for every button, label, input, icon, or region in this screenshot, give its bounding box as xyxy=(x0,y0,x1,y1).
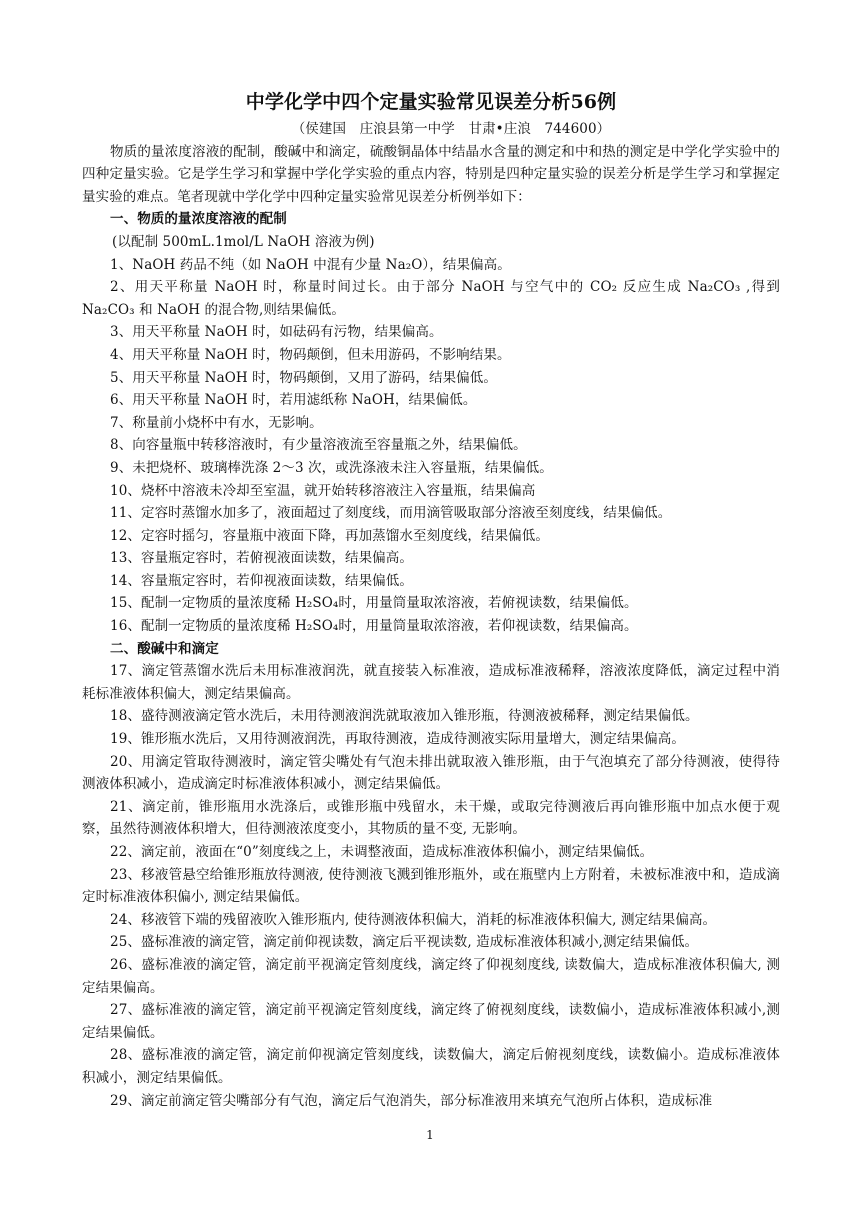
list-item: 12、定容时摇匀，容量瓶中液面下降，再加蒸馏水至刻度线，结果偏低。 xyxy=(110,527,549,544)
list-item: 21、滴定前，锥形瓶用水洗涤后，或锥形瓶中残留水，未干燥，或取完待测液后再向锥形瓶中加点水便于观察，虽然待测液体积增大，但待测液浓度变小，其物质的量不变, 无影响。 xyxy=(82,798,780,838)
list-item: 15、配制一定物质的量浓度稀 H₂SO₄时，用量筒量取浓溶液，若俯视读数，结果偏低。 xyxy=(110,595,638,612)
list-item: 20、用滴定管取待测液时，滴定管尖嘴处有气泡未排出就取液入锥形瓶，由于气泡填充了部分待测液，使得待测液体积减小，造成滴定时标准液体积减小，测定结果偏低。 xyxy=(82,753,780,793)
list-item: 24、移液管下端的残留液吹入锥形瓶内, 使待测液体积偏大，消耗的标准液体积偏大, 测定结果偏高。 xyxy=(110,911,717,928)
list-item: 3、用天平称量 NaOH 时，如砝码有污物，结果偏高。 xyxy=(110,324,443,341)
list-item: 8、向容量瓶中转移溶液时，有少量溶液流至容量瓶之外，结果偏低。 xyxy=(110,437,527,454)
intro-paragraph: 物质的量浓度溶液的配制，酸碱中和滴定，硫酸铜晶体中结晶水含量的测定和中和热的测定是中学化学实验中的四种定量实验。它是学生学习和掌握中学化学实验的重点内容，特别是四种定量实验的误差分析是学生学习和掌握定量实验的难点。笔者现就中学化学中四种定量实验常见误差分析例举如下： xyxy=(82,143,780,205)
list-item: 26、盛标准液的滴定管，滴定前平视滴定管刻度线，滴定终了仰视刻度线, 读数偏大，造成标准液体积偏大, 测定结果偏高。 xyxy=(82,956,780,996)
list-item: 2、用天平称量 NaOH 时，称量时间过长。由于部分 NaOH 与空气中的 CO₂ 反应生成 Na₂CO₃ ,得到 Na₂CO₃ 和 NaOH 的混合物,则结果偏低。 xyxy=(82,279,780,318)
list-item: 17、滴定管蒸馏水洗后未用标准液润洗，就直接装入标准液，造成标准液稀释，溶液浓度降低，滴定过程中消耗标准液体积偏大，测定结果偏高。 xyxy=(82,663,780,702)
list-item: 10、烧杯中溶液未冷却至室温，就开始转移溶液注入容量瓶，结果偏高 xyxy=(110,482,536,499)
author-line: （侯建国 庄浪县第一中学 甘肃•庄浪 744600） xyxy=(291,121,611,137)
list-item: 22、滴定前，液面在“0”刻度线之上，未调整液面，造成标准液体积偏小，测定结果偏低。 xyxy=(110,844,654,860)
list-item: 4、用天平称量 NaOH 时，物码颠倒，但未用游码，不影响结果。 xyxy=(110,346,511,363)
list-item: 25、盛标准液的滴定管，滴定前仰视读数，滴定后平视读数, 造成标准液体积减小,测定结果偏低。 xyxy=(110,934,699,951)
list-item: 11、定容时蒸馏水加多了，液面超过了刻度线，而用滴管吸取部分溶液至刻度线，结果偏低。 xyxy=(110,505,672,522)
list-item: 23、移液管悬空给锥形瓶放待测液, 使待测液飞溅到锥形瓶外，或在瓶壁内上方附着，未被标准液中和，造成滴定时标准液体积偏小, 测定结果偏低。 xyxy=(82,866,780,906)
list-item: 29、滴定前滴定管尖嘴部分有气泡，滴定后气泡消失，部分标准液用来填充气泡所占体积，造成标准 xyxy=(110,1092,713,1109)
list-item: 5、用天平称量 NaOH 时，物码颠倒，又用了游码，结果偏低。 xyxy=(110,369,497,386)
document-page xyxy=(82,88,780,1112)
list-item: 13、容量瓶定容时，若俯视液面读数，结果偏高。 xyxy=(110,550,413,567)
section-heading-2: 二、酸碱中和滴定 xyxy=(110,640,219,657)
list-item: 14、容量瓶定容时，若仰视液面读数，结果偏低。 xyxy=(110,572,413,589)
list-item: 6、用天平称量 NaOH 时，若用滤纸称 NaOH，结果偏低。 xyxy=(110,392,477,409)
list-item: 7、称量前小烧杯中有水，无影响。 xyxy=(110,414,323,431)
list-item: 18、盛待测液滴定管水洗后，未用待测液润洗就取液加入锥形瓶，待测液被稀释，测定结果偏低。 xyxy=(110,708,699,725)
section-2-list xyxy=(82,660,780,1112)
document-title: 中学化学中四个定量实验常见误差分析56例 xyxy=(245,91,617,113)
section-note-1: (以配制 500mL.1mol/L NaOH 溶液为例) xyxy=(112,233,375,250)
list-item: 1、NaOH 药品不纯（如 NaOH 中混有少量 Na₂O），结果偏高。 xyxy=(110,256,511,273)
section-1-list xyxy=(82,254,780,638)
list-item: 16、配制一定物质的量浓度稀 H₂SO₄时，用量筒量取浓溶液，若仰视读数，结果偏高。 xyxy=(110,618,638,635)
list-item: 27、盛标准液的滴定管，滴定前平视滴定管刻度线，滴定终了俯视刻度线，读数偏小，造成标准液体积减小,测定结果偏低。 xyxy=(82,1002,780,1041)
list-item: 19、锥形瓶水洗后，又用待测液润洗，再取待测液，造成待测液实际用量增大，测定结果偏高。 xyxy=(110,731,685,748)
list-item: 28、盛标准液的滴定管，滴定前仰视滴定管刻度线，读数偏大，滴定后俯视刻度线，读数偏小。造成标准液体积减小，测定结果偏低。 xyxy=(82,1047,780,1086)
page-number: 1 xyxy=(426,1128,434,1142)
list-item: 9、未把烧杯、玻璃棒洗涤 2～3 次，或洗涤液未注入容量瓶，结果偏低。 xyxy=(110,459,553,476)
section-heading-1: 一、物质的量浓度溶液的配制 xyxy=(110,211,287,228)
